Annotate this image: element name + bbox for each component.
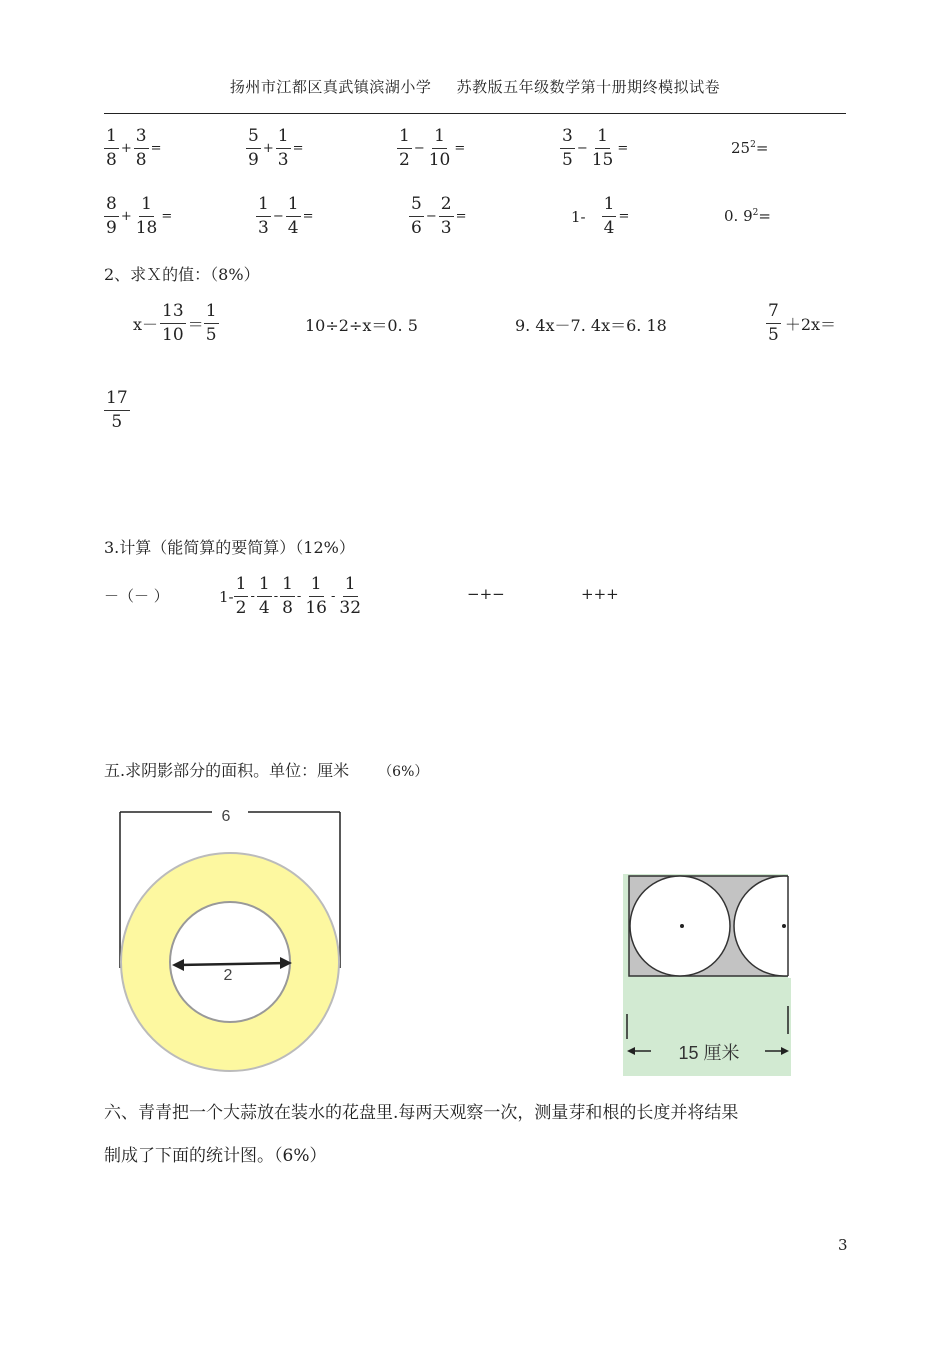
calc-2-3: $\frac{5}{6}$ − $\frac{2}{3}$ = bbox=[411, 194, 467, 238]
solve-eq-4: $\frac{7}{5}$ ＋2x＝ bbox=[768, 301, 837, 345]
right-center-dot bbox=[782, 924, 786, 928]
calc-2-4: 1- $\frac{1}{4}$ = bbox=[571, 194, 630, 238]
header-rule bbox=[104, 113, 846, 114]
length-label: 15 厘米 bbox=[678, 1043, 740, 1063]
calc-1-3: $\frac{1}{2}$ − $\frac{1}{10}$ = bbox=[399, 126, 466, 170]
inner-diameter-label: 2 bbox=[223, 967, 233, 984]
section-6-line-2: 制成了下面的统计图。（6%） bbox=[104, 1146, 327, 1166]
section-5-title: 五.求阴影部分的面积。单位：厘米 （6%） bbox=[104, 761, 429, 780]
paper-title: 苏教版五年级数学第十册期终模拟试卷 bbox=[456, 78, 721, 96]
calc-1-4: $\frac{3}{5}$ − $\frac{1}{15}$ = bbox=[562, 126, 629, 170]
calc-2-5: 0. $9^2=$ bbox=[724, 207, 771, 225]
outer-diameter-label: 6 bbox=[221, 808, 231, 825]
calc-1-1: $\frac{1}{8}$ + $\frac{3}{8}$ = bbox=[106, 126, 162, 170]
inner-circle bbox=[170, 902, 290, 1022]
rectangle-circles-figure bbox=[623, 874, 793, 1079]
calc-1-2: $\frac{5}{9}$ + $\frac{1}{3}$ = bbox=[248, 126, 304, 170]
ring-figure bbox=[110, 800, 355, 1080]
solve-eq-2: 10÷2÷x＝0. 5 bbox=[305, 316, 418, 335]
section-6-line-1: 六、青青把一个大蒜放在装水的花盘里.每两天观察一次，测量芽和根的长度并将结果 bbox=[104, 1103, 739, 1123]
calc-1-5: $25^2=$ bbox=[731, 139, 769, 157]
left-center-dot bbox=[680, 924, 684, 928]
solve-eq-1: x－ $\frac{13}{10}$ ＝ $\frac{1}{5}$ bbox=[133, 301, 217, 345]
simplify-item-2: 1- $\frac{1}{2}$ - $\frac{1}{4}$ - $\frac{1}{8}$ - $\frac{1}{16}$ - $\frac{1}{32}$ bbox=[219, 574, 362, 618]
section-2-title: 2、求Ｘ的值：（8%） bbox=[104, 265, 260, 284]
simplify-item-3: −+− bbox=[467, 585, 505, 603]
calc-2-2: $\frac{1}{3}$ − $\frac{1}{4}$ = bbox=[258, 194, 314, 238]
page-header bbox=[0, 76, 950, 97]
calc-2-1: $\frac{8}{9}$ + $\frac{1}{18}$ = bbox=[106, 194, 173, 238]
section-3-title: 3.计算（能简算的要简算）（12%） bbox=[104, 538, 355, 557]
page-number: 3 bbox=[838, 1236, 848, 1254]
simplify-item-1: －（－ ） bbox=[104, 587, 169, 605]
solve-eq-3: 9. 4x－7. 4x＝6. 18 bbox=[515, 316, 667, 335]
school-name: 扬州市江都区真武镇滨湖小学 bbox=[229, 78, 432, 96]
solve-eq-4-rhs: $\frac{17}{5}$ bbox=[106, 388, 128, 432]
simplify-item-4: +++ bbox=[581, 585, 619, 603]
